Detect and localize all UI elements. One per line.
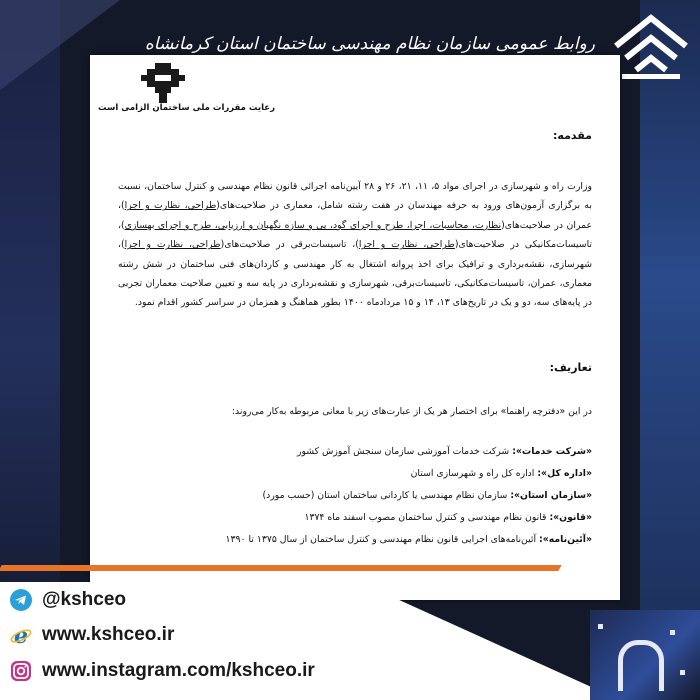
intro-paragraph xyxy=(118,177,592,313)
definitions-lead: در این «دفترچه راهنما» برای اختصار هر یک از عبارت‌های زیر با معانی مربوطه به‌کار می‌روند: xyxy=(231,406,592,417)
definition-term: «اداره کل»: xyxy=(537,468,592,479)
definition-item xyxy=(118,441,592,463)
definition-item xyxy=(118,463,592,485)
website-link[interactable] xyxy=(10,624,174,646)
instagram-url: www.instagram.com/kshceo.ir xyxy=(42,660,315,681)
website-url: www.kshceo.ir xyxy=(42,624,175,645)
definition-term: «سازمان استان»: xyxy=(510,490,592,501)
svg-text:e: e xyxy=(14,624,28,646)
telegram-link[interactable] xyxy=(10,589,126,611)
intro-text: )، تاسیسات‌مکانیکی در صلاحیت‌های( xyxy=(118,219,593,251)
pixel-decoration xyxy=(598,624,603,629)
intro-underlined-text: طراحی، نظارت و اجرا xyxy=(358,239,455,251)
national-building-regulations-emblem-icon xyxy=(135,61,191,107)
intro-underlined-text: نظارت، محاسبات، اجرا، طرح و اجرای گود، پی و سازه نگهبان و ارزیابی، طرح و اجرای بهسازی xyxy=(124,219,502,231)
definition-term: «شرکت خدمات»: xyxy=(512,446,592,457)
intro-underlined-text: طراحی، نظارت و اجرا xyxy=(124,200,217,212)
intro-underlined-text: طراحی، نظارت و اجرا xyxy=(124,239,221,251)
telegram-icon xyxy=(10,589,32,611)
definition-item xyxy=(118,529,592,551)
pixel-decoration xyxy=(680,670,685,675)
corner-decoration-bottom-right xyxy=(590,610,700,700)
intro-text: )، شهرسازی، نقشه‌برداری و ترافیک برای اخذ پروانه اشتغال به کار مهندسی و کاردان‌های فنی ساختمان در شش رشته معماری، عمران، تاسیسات‌مکانیکی، تاسیسات‌برقی، شهرسازی و نقشه‌برداری در پایه سه و تعیین صلاحیت معماران تجربی در پایه‌های سه، دو و یک در تاریخ‌های ۱۳، ۱۴ و ۱۵ مردادماه ۱۴۰۰ بطور هماهنگ و همزمان در سراسر کشور اقدام نمود. xyxy=(118,239,592,309)
telegram-handle: @kshceo xyxy=(42,589,127,610)
arch-decoration xyxy=(618,640,664,691)
definition-term: «آئین‌نامه»: xyxy=(539,534,592,545)
intro-text: وزارت راه و شهرسازی در اجرای مواد ۵، ۱۱، ۲۱، ۲۶ و ۲۸ آیین‌نامه اجرائی قانون نظام مهندسی و کنترل ساختمان، نسبت به برگزاری آزمون‌های ورود به حرفه مهندسان در هفت رشته شامل، معماری در صلاحیت‌های( xyxy=(118,181,592,212)
background-right-panel xyxy=(640,0,700,700)
internet-explorer-icon xyxy=(10,624,32,646)
emblem-caption: رعایت مقررات ملی ساختمان الزامی است xyxy=(98,103,275,113)
intro-text: )، عمران در صلاحیت‌های( xyxy=(118,200,593,231)
document-page xyxy=(90,55,620,600)
definition-item xyxy=(118,485,592,507)
definition-text: قانون نظام مهندسی و کنترل ساختمان مصوب اسفند ماه ۱۳۷۴ xyxy=(304,512,550,523)
instagram-icon xyxy=(10,660,32,682)
footer-accent-bar xyxy=(0,565,562,571)
intro-text: )، تاسیسات‌برقی در صلاحیت‌های( xyxy=(220,239,359,251)
header-title: روابط عمومی سازمان نظام مهندسی ساختمان استان کرمانشاه xyxy=(144,34,595,54)
definition-text: شرکت خدمات آموزشی سازمان سنجش آموزش کشور xyxy=(297,446,513,457)
definition-item xyxy=(118,507,592,529)
definition-text: اداره کل راه و شهرسازی استان xyxy=(410,468,538,479)
definitions-list xyxy=(118,441,592,551)
definition-text: آئین‌نامه‌های اجرایی قانون نظام مهندسی و کنترل ساختمان از سال ۱۳۷۵ تا ۱۳۹۰ xyxy=(225,534,540,545)
organization-logo-icon xyxy=(612,12,690,84)
pixel-decoration xyxy=(670,630,675,635)
intro-heading: مقدمه: xyxy=(553,129,592,142)
definition-text: سازمان نظام مهندسی یا کاردانی ساختمان استان (حسب مورد) xyxy=(262,490,511,501)
definition-term: «قانون»: xyxy=(549,512,592,523)
instagram-link[interactable] xyxy=(10,660,315,682)
definitions-heading: تعاریف: xyxy=(549,361,592,374)
